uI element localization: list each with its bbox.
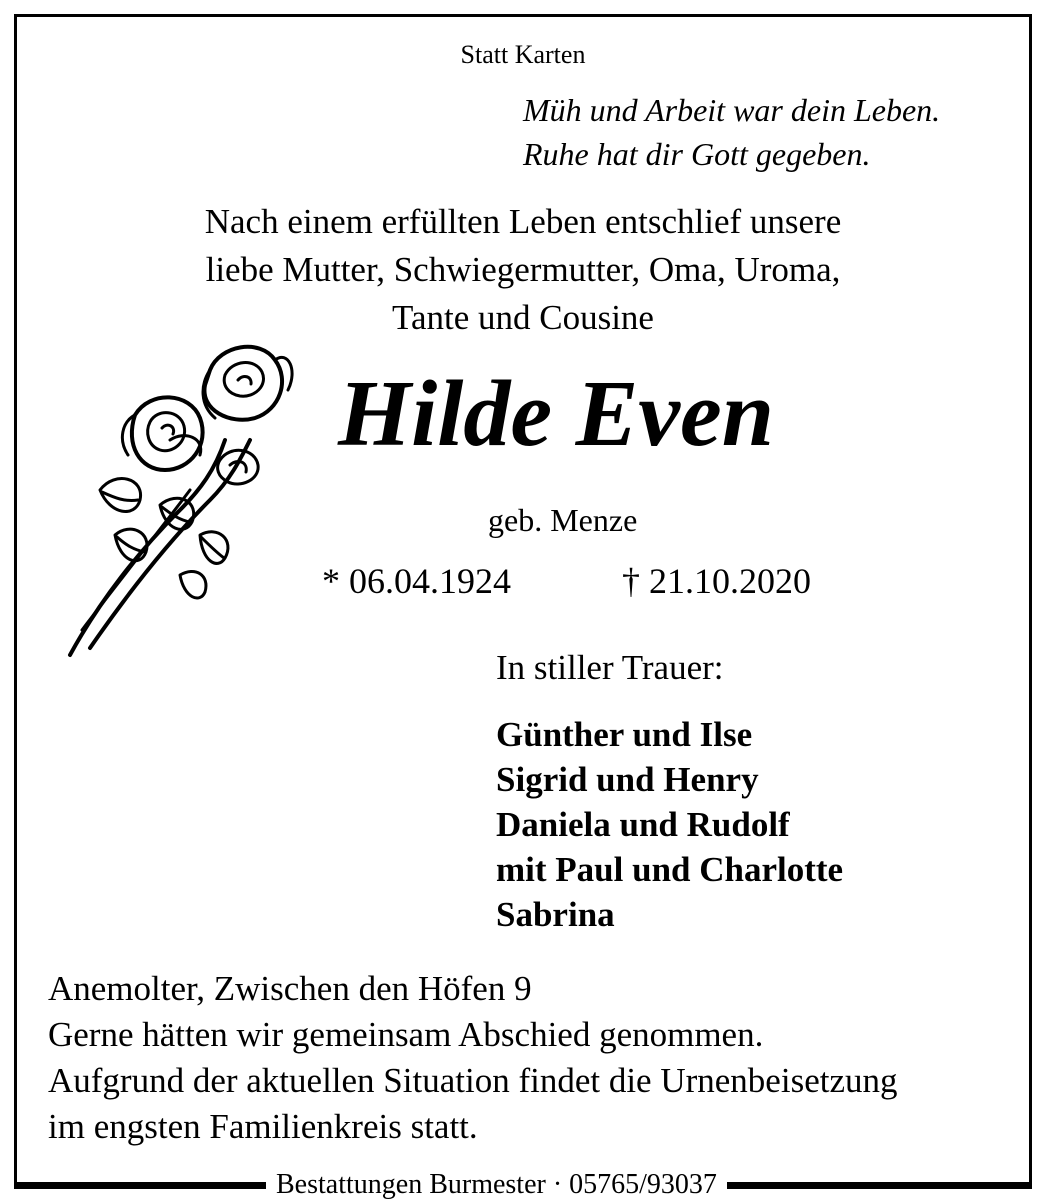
motto <box>523 88 940 176</box>
intro-line-1: Nach einem erfüllten Leben entschlief unsere <box>204 202 842 241</box>
mourner-item: mit Paul und Charlotte <box>496 850 844 889</box>
motto-line-1: Müh und Arbeit war dein Leben. <box>523 92 941 128</box>
rose-icon <box>60 330 300 660</box>
deceased-name: Hilde Even <box>338 362 774 466</box>
motto-line-2: Ruhe hat dir Gott gegeben. <box>523 136 871 172</box>
mourner-item: Sigrid und Henry <box>496 760 759 799</box>
footer-line-4: im engsten Familienkreis statt. <box>48 1107 478 1146</box>
mourner-item: Sabrina <box>496 895 615 934</box>
funeral-home-label: Bestattungen Burmester · 05765/93037 <box>266 1170 727 1200</box>
birth-date: * 06.04.1924 <box>322 561 511 601</box>
footer-line-3: Aufgrund der aktuellen Situation findet die Urnenbeisetzung <box>48 1061 898 1100</box>
footer-text <box>48 966 898 1150</box>
intro-text <box>0 198 1046 342</box>
death-date: † 21.10.2020 <box>622 561 811 601</box>
mourner-item: Günther und Ilse <box>496 715 753 754</box>
maiden-name: geb. Menze <box>488 502 638 538</box>
intro-line-3: Tante und Cousine <box>392 298 654 337</box>
footer-line-2: Gerne hätten wir gemeinsam Abschied genommen. <box>48 1015 764 1054</box>
mourners-list <box>496 712 843 937</box>
address-line: Anemolter, Zwischen den Höfen 9 <box>48 969 532 1008</box>
bottom-bar <box>14 1170 1032 1200</box>
statt-karten-label: Statt Karten <box>460 40 586 69</box>
intro-line-2: liebe Mutter, Schwiegermutter, Oma, Uroma, <box>205 250 841 289</box>
mourner-item: Daniela und Rudolf <box>496 805 790 844</box>
mourning-intro: In stiller Trauer: <box>496 648 724 687</box>
